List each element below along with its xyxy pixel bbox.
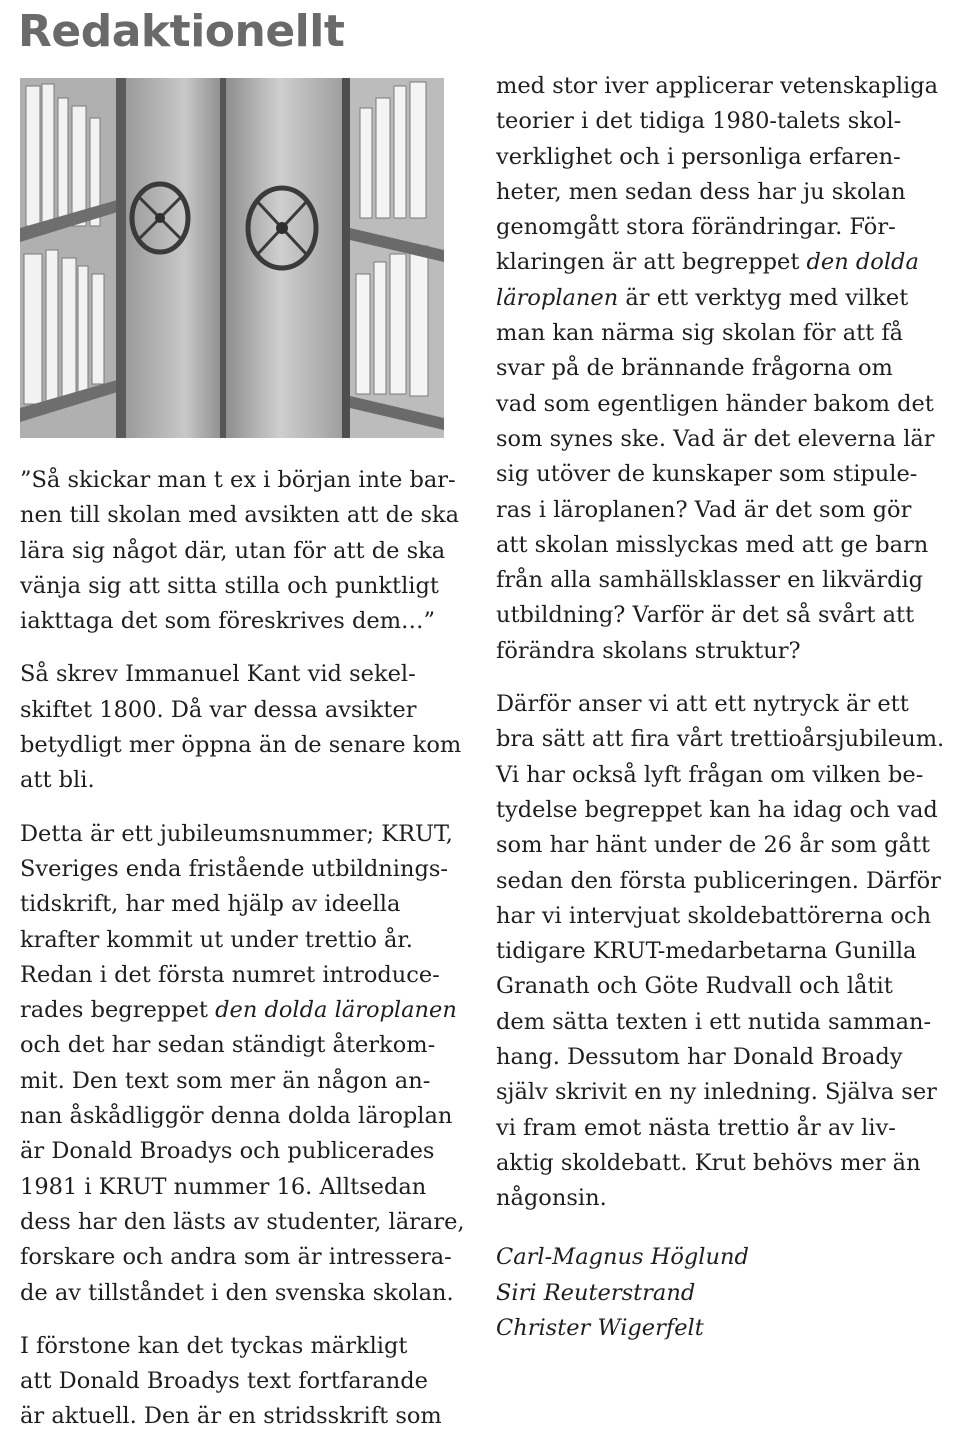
kant-attribution: Så skrev Immanuel Kant vid sekel- skiftet 1800. Då var dessa avsikter betydligt mer öppna än de senare kom att bli. [20,661,462,794]
jubilee-paragraph: Detta är ett jubileumsnummer; KRUT, Sveriges enda fristående utbildnings- tidskrift, har med hjälp av ideella krafter kommit ut under trettio år. Redan i det första numret introduce- rades begreppet den dolda läroplanen och det har sedan ständigt återkom- mit. Den text som mer än någon an- nan åskådliggör denna dolda läroplan är Donald Broadys och publicerades 1981 i KRUT nummer 16. Alltsedan dess har den lästs av studenter, lärare, forskare och andra som är intressera- de av tillståndet i den svenska skolan. [20,820,465,1306]
left-column [20,463,465,1435]
page-title: Redaktionellt [18,6,345,57]
archive-shelves-photo [20,78,444,438]
signature-name: Christer Wigerfelt [496,1315,704,1341]
reprint-paragraph: Därför anser vi att ett nytryck är ett bra sätt att fira vårt trettioårsjubileum. Vi har också lyft frågan om vilken be- tydelse begreppet kan ha idag och vad som har hänt under de 26 år som gått sedan den första publiceringen. Därför har vi intervjuat skoldebattörerna och tidigare KRUT-medarbetarna Gunilla Granath och Göte Rudvall och låtit dem sätta texten i ett nutida samman- hang. Dessutom har Donald Broady själv skrivit en ny inledning. Själva ser vi fram emot nästa trettio år av liv- aktig skoldebatt. Krut behövs mer än någonsin. [496,691,945,1212]
kant-quote: ”Så skickar man t ex i början inte bar- nen till skolan med avsikten att de ska lära sig något där, utan för att de ska vänja sig att sitta stilla och punktligt iakttaga det som föreskrives dem…” [20,467,460,635]
editor-signatures [496,1240,749,1347]
signature-name: Siri Reuterstrand [496,1279,696,1306]
firstglance-paragraph: I förstone kan det tyckas märkligt att Donald Broadys text fortfarande är aktuell. Den är en stridsskrift som [20,1332,442,1430]
continuation-paragraph: med stor iver applicerar vetenskapliga teorier i det tidiga 1980-talets skol- verklighet och i personliga erfaren- heter, men sedan dess har ju skolan genomgått stora förändringar. För- klaringen är att begreppet den dolda läroplanen är ett verktyg med vilket man kan närma sig skolan för att få svar på de brännande frågorna om vad som egentligen händer bakom det som synes ske. Vad är det eleverna lär sig utöver de kunskaper som stipule- ras i läroplanen? Vad är det som gör att skolan misslyckas med att ge barn från alla samhällsklasser en likvärdig utbildning? Varför är det så svårt att förändra skolans struktur? [496,73,939,664]
signature-name: Carl-Magnus Höglund [496,1244,749,1270]
right-column [496,69,945,1217]
